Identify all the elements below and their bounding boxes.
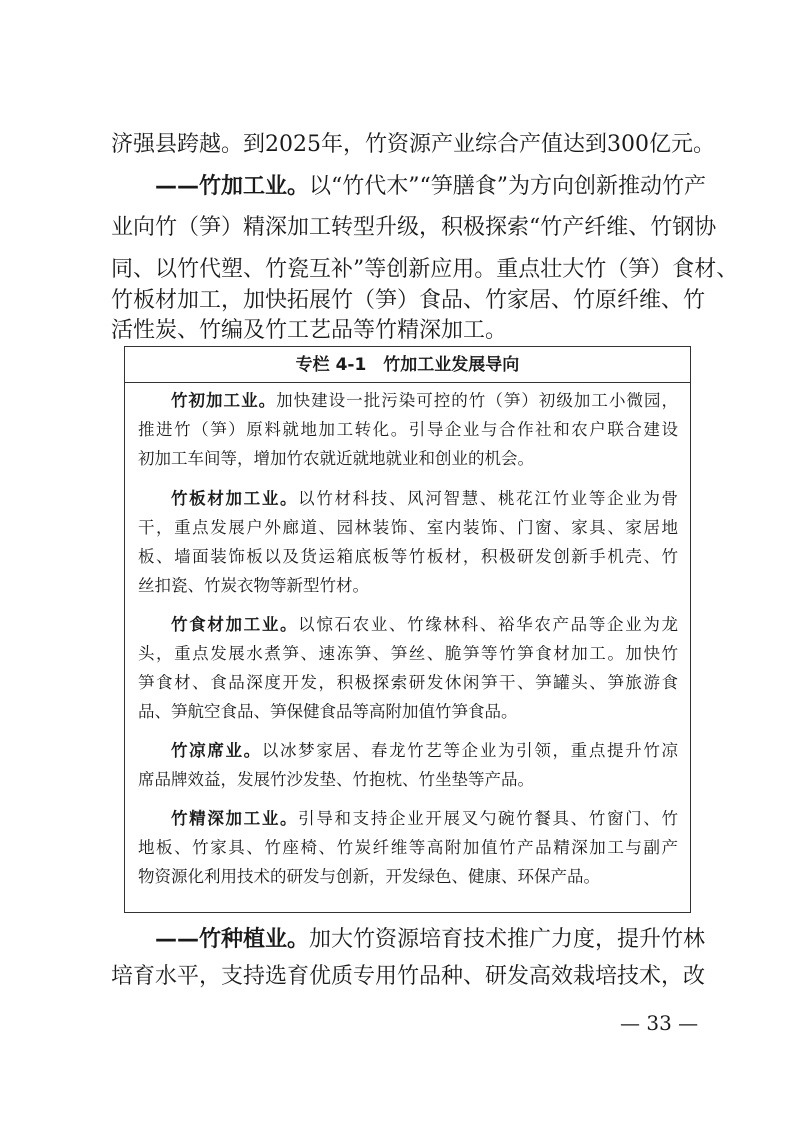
box-item-heading: 竹板材加工业。 [171, 489, 299, 508]
box-item-line: 干，重点发展户外廊道、园林装饰、室内装饰、门窗、家具、家居地 [138, 518, 678, 537]
body-text-line: 活性炭、竹编及竹工艺品等竹精深加工。 [111, 318, 508, 343]
body-text: 以“竹代木”“笋膳食”为方向创新推动竹产 [309, 174, 707, 199]
box-title: 专栏 4-1 竹加工业发展导向 [125, 347, 690, 383]
box-item-first-line [171, 739, 678, 763]
box-item-text: 以惊石农业、竹缘林科、裕华农产品等企业为龙 [298, 615, 679, 634]
box-item-line: 物资源化利用技术的研发与创新，开发绿色、健康、环保产品。 [138, 867, 600, 886]
box-item-first-line [171, 613, 678, 637]
section-heading: ——竹加工业。 [155, 174, 310, 199]
box-item-line: 头，重点发展水煮笋、速冻笋、笋丝、脆笋等竹笋食材加工。加快竹 [138, 644, 678, 663]
box-item-text: 以竹材科技、风河智慧、桃花江竹业等企业为骨 [298, 489, 679, 508]
box-item-line: 地板、竹家具、竹座椅、竹炭纤维等高附加值竹产品精深加工与副产 [138, 838, 678, 857]
body-text-line: 竹板材加工，加快拓展竹（笋）食品、竹家居、竹原纤维、竹 [111, 288, 706, 313]
box-item-line: 席品牌效益，发展竹沙发垫、竹抱枕、竹坐垫等产品。 [138, 770, 534, 789]
column-box [124, 346, 691, 913]
box-item-first-line [171, 389, 678, 413]
box-item-text: 引导和支持企业开展叉勺碗竹餐具、竹窗门、竹 [298, 809, 679, 828]
box-item-line: 初加工车间等，增加竹农就近就地就业和创业的机会。 [138, 449, 534, 468]
box-item-heading: 竹凉席业。 [171, 741, 262, 760]
box-item-text: 加快建设一批污染可控的竹（笋）初级加工小微园， [276, 391, 679, 410]
box-item-heading: 竹食材加工业。 [171, 615, 299, 634]
box-item-text: 以冰梦家居、春龙竹艺等企业为引领，重点提升竹凉 [261, 741, 679, 760]
box-item-line: 推进竹（笋）原料就地加工转化。引导企业与合作社和农户联合建设 [138, 420, 678, 439]
body-text-line: 培育水平，支持选育优质专用竹品种、研发高效栽培技术，改 [111, 964, 706, 989]
box-item-line: 笋食材、食品深度开发，积极探索研发休闲笋干、笋罐头、笋旅游食 [138, 673, 678, 692]
page-number: — 33 — [620, 1011, 699, 1035]
body-text-line: 济强县跨越。到2025年，竹资源产业综合产值达到300亿元。 [111, 132, 715, 157]
box-item-heading: 竹精深加工业。 [171, 809, 299, 828]
box-item-line: 板、墙面装饰板以及货运箱底板等竹板材，积极研发创新手机壳、竹 [138, 547, 678, 566]
body-text-line: 同、以竹代塑、竹瓷互补”等创新应用。重点壮大竹（笋）食材、 [111, 257, 739, 282]
box-item-first-line [171, 487, 678, 511]
body-text: 加大竹资源培育技术推广力度，提升竹林 [309, 927, 706, 952]
section-paragraph-first-line [155, 172, 707, 202]
box-item-first-line [171, 807, 678, 831]
section-paragraph-first-line [155, 925, 706, 955]
box-item-line: 品、笋航空食品、笋保健食品等高附加值竹笋食品。 [138, 702, 518, 721]
section-heading: ——竹种植业。 [155, 927, 310, 952]
box-item-line: 丝扣瓷、竹炭衣物等新型竹材。 [138, 576, 369, 595]
body-text-line: 业向竹（笋）精深加工转型升级，积极探索“竹产纤维、竹钢协 [111, 215, 717, 240]
box-item-heading: 竹初加工业。 [171, 391, 277, 410]
